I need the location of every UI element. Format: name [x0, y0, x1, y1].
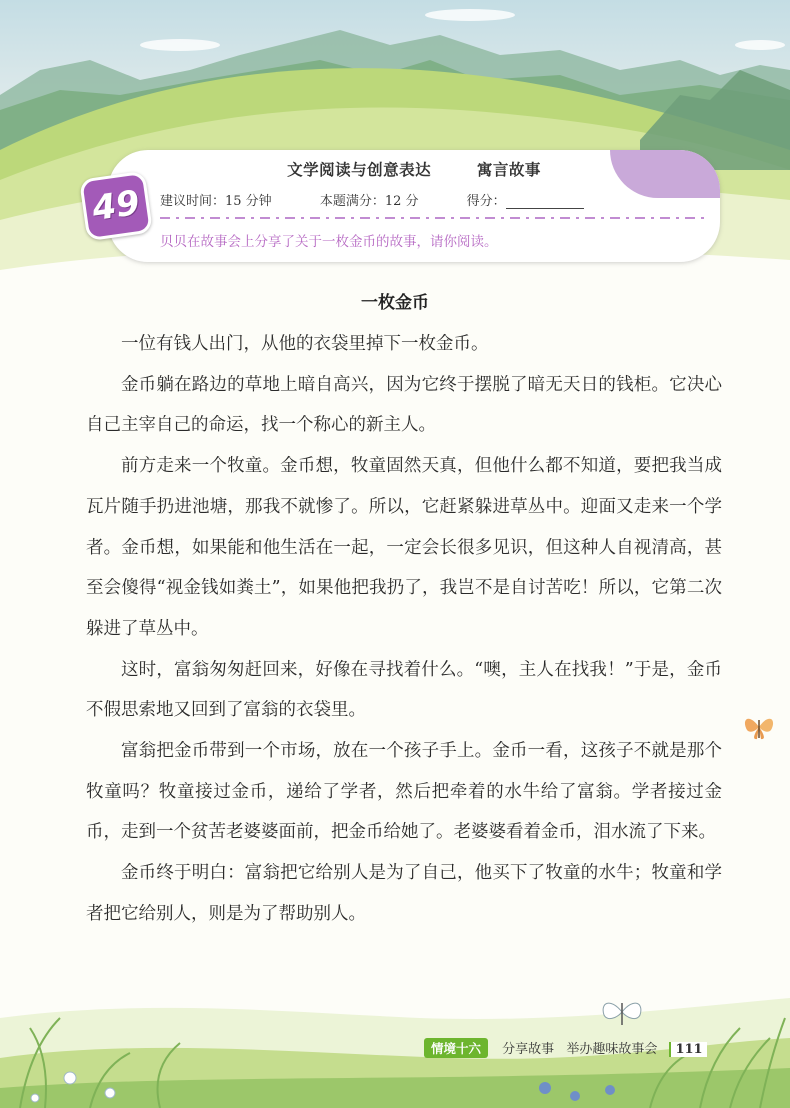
header-title-section: 文学阅读与创意表达	[287, 161, 432, 179]
page-number: 111	[669, 1042, 706, 1057]
story-paragraph: 这时，富翁匆匆赶回来，好像在寻找着什么。“噢，主人在找我！”于是，金币不假思索地又回到了富翁的衣袋里。	[86, 659, 722, 721]
question-number-badge	[79, 171, 153, 242]
score-label: 得分：	[466, 194, 506, 209]
footer-crumb-1: 分享故事	[502, 1042, 555, 1057]
footer-crumb-2: 举办趣味故事会	[566, 1042, 658, 1057]
header-title	[108, 158, 720, 180]
score-blank[interactable]	[506, 195, 584, 209]
story-paragraph: 金币躺在路边的草地上暗自高兴，因为它终于摆脱了暗无天日的钱柜。它决心自己主宰自己的命运，找一个称心的新主人。	[86, 374, 722, 436]
question-number: 49	[89, 182, 143, 230]
story-body	[86, 324, 722, 935]
header-title-genre: 寓言故事	[476, 161, 541, 179]
meta-row	[160, 190, 680, 209]
suggested-time: 建议时间：15 分钟	[160, 194, 272, 209]
story-paragraph: 一位有钱人出门，从他的衣袋里掉下一枚金币。	[121, 334, 489, 354]
story-paragraph: 富翁把金币带到一个市场，放在一个孩子手上。金币一看，这孩子不就是那个牧童吗？牧童接过金币，递给了学者，然后把牵着的水牛给了富翁。学者接过金币，走到一个贫苦老婆婆面前，把金币给她了。老婆婆看着金币，泪水流了下来。	[86, 741, 722, 843]
story-paragraph: 金币终于明白：富翁把它给别人是为了自己，他买下了牧童的水牛；牧童和学者把它给别人，则是为了帮助别人。	[86, 863, 722, 924]
story-paragraph: 前方走来一个牧童。金币想，牧童固然天真，但他什么都不知道，要把我当成瓦片随手扔进池塘，那我不就惨了。所以，它赶紧躲进草丛中。迎面又走来一个学者。金币想，如果能和他生活在一起，一定会长很多见识，但这种人自视清高，甚至会傻得“视金钱如粪土”，如果他把我扔了，我岂不是自讨苦吃！所以，它第二次躲进了草丛中。	[86, 456, 722, 639]
intro-text: 贝贝在故事会上分享了关于一枚金币的故事，请你阅读。	[160, 234, 498, 250]
butterfly-icon	[742, 712, 776, 742]
story-title: 一枚金币	[361, 293, 429, 313]
footer-chapter-tag: 情境十六	[424, 1038, 488, 1058]
full-score: 本题满分：12 分	[319, 194, 419, 209]
page-footer	[424, 1038, 707, 1060]
butterfly-icon	[598, 995, 646, 1029]
dashed-divider	[160, 217, 706, 219]
question-header-card	[108, 150, 720, 262]
background-grass	[0, 958, 790, 1108]
